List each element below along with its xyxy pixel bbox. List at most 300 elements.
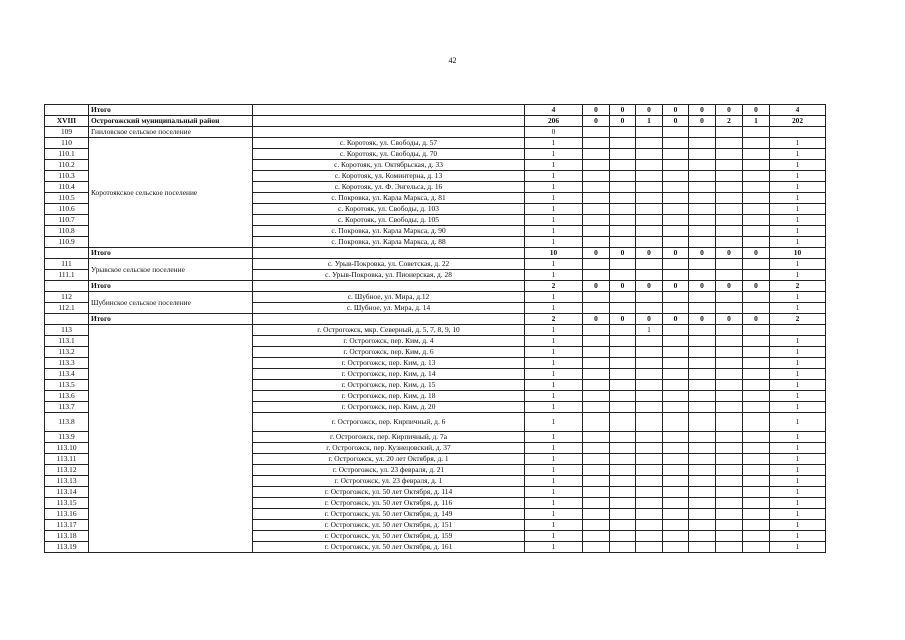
count-cell (743, 347, 770, 358)
count-cell (743, 182, 770, 193)
count-cell (636, 520, 663, 531)
count-cell: 1 (770, 193, 826, 204)
row-label: Итого (89, 248, 253, 259)
count-cell (663, 498, 689, 509)
count-cell: 0 (663, 105, 689, 116)
count-cell (663, 454, 689, 465)
count-cell (610, 149, 636, 160)
total-row (45, 314, 826, 325)
row-label: Острогожский муниципальный район (89, 116, 253, 127)
count-cell: 1 (525, 369, 583, 380)
count-cell (743, 160, 770, 171)
count-cell (610, 465, 636, 476)
count-cell: 0 (663, 248, 689, 259)
address-cell: г. Острогожск, пер. Кирпичный, д. 6 (253, 413, 525, 432)
row-label: Итого (89, 281, 253, 292)
row-number: 110.1 (45, 149, 89, 160)
count-cell (636, 487, 663, 498)
count-cell (583, 138, 610, 149)
count-cell (743, 325, 770, 336)
count-cell (583, 303, 610, 314)
row-number: 113.18 (45, 531, 89, 542)
count-cell (610, 487, 636, 498)
district-row (45, 116, 826, 127)
row-number: 113.1 (45, 336, 89, 347)
count-cell: 0 (663, 116, 689, 127)
count-cell: 1 (525, 325, 583, 336)
count-cell (663, 369, 689, 380)
count-cell (663, 336, 689, 347)
count-cell (610, 336, 636, 347)
count-cell: 1 (525, 226, 583, 237)
count-cell: 0 (525, 127, 583, 138)
count-cell (636, 259, 663, 270)
count-cell (610, 413, 636, 432)
count-cell: 0 (743, 248, 770, 259)
count-cell (583, 259, 610, 270)
address-cell (253, 248, 525, 259)
row-number (45, 105, 89, 116)
count-cell: 0 (636, 248, 663, 259)
row-number: 113.9 (45, 432, 89, 443)
count-cell: 1 (636, 116, 663, 127)
count-cell (663, 215, 689, 226)
count-cell (610, 542, 636, 553)
count-cell (636, 465, 663, 476)
count-cell (743, 391, 770, 402)
address-cell: г. Острогожск, пер. Ким, д. 20 (253, 402, 525, 413)
count-cell: 1 (525, 193, 583, 204)
address-cell: г. Острогожск, ул. 50 лет Октября, д. 114 (253, 487, 525, 498)
row-number: 111 (45, 259, 89, 270)
address-cell (253, 105, 525, 116)
row-number: 113.17 (45, 520, 89, 531)
row-number: 113.13 (45, 476, 89, 487)
count-cell (743, 520, 770, 531)
count-cell: 4 (525, 105, 583, 116)
row-number: 110.8 (45, 226, 89, 237)
count-cell (610, 259, 636, 270)
count-cell: 2 (525, 281, 583, 292)
count-cell (610, 182, 636, 193)
count-cell (743, 487, 770, 498)
count-cell: 1 (770, 454, 826, 465)
count-cell (716, 325, 743, 336)
count-cell: 4 (770, 105, 826, 116)
count-cell (583, 443, 610, 454)
count-cell (689, 402, 716, 413)
count-cell (583, 498, 610, 509)
count-cell (583, 204, 610, 215)
count-cell (583, 149, 610, 160)
count-cell (716, 215, 743, 226)
count-cell (663, 542, 689, 553)
count-cell: 1 (525, 443, 583, 454)
count-cell: 1 (770, 520, 826, 531)
row-number: 113 (45, 325, 89, 336)
count-cell: 0 (689, 116, 716, 127)
count-cell (689, 391, 716, 402)
count-cell (636, 531, 663, 542)
count-cell (743, 171, 770, 182)
row-number: 112.1 (45, 303, 89, 314)
row-number: 113.12 (45, 465, 89, 476)
address-cell (253, 116, 525, 127)
count-cell: 0 (636, 314, 663, 325)
count-cell (689, 542, 716, 553)
count-cell (716, 347, 743, 358)
count-cell (583, 347, 610, 358)
count-cell (610, 369, 636, 380)
count-cell: 202 (770, 116, 826, 127)
count-cell: 0 (663, 281, 689, 292)
count-cell (583, 531, 610, 542)
count-cell (689, 531, 716, 542)
address-cell: г. Острогожск, пер. Кузнецовский, д. 37 (253, 443, 525, 454)
count-cell (689, 171, 716, 182)
count-cell (636, 226, 663, 237)
total-row (45, 281, 826, 292)
count-cell: 1 (636, 325, 663, 336)
count-cell (716, 432, 743, 443)
total-row (45, 248, 826, 259)
count-cell (663, 182, 689, 193)
count-cell: 1 (770, 531, 826, 542)
count-cell (610, 454, 636, 465)
count-cell: 0 (636, 281, 663, 292)
count-cell (743, 215, 770, 226)
address-cell: с. Урыв-Покровка, ул. Советская, д. 22 (253, 259, 525, 270)
row-number: 113.11 (45, 454, 89, 465)
row-number: 110.3 (45, 171, 89, 182)
count-cell (583, 182, 610, 193)
row-label: Итого (89, 105, 253, 116)
count-cell (716, 391, 743, 402)
count-cell (636, 391, 663, 402)
count-cell (610, 226, 636, 237)
count-cell (610, 380, 636, 391)
count-cell: 1 (525, 215, 583, 226)
count-cell (689, 369, 716, 380)
address-cell: г. Острогожск, ул. 50 лет Октября, д. 116 (253, 498, 525, 509)
count-cell (636, 498, 663, 509)
count-cell (610, 215, 636, 226)
count-cell (663, 303, 689, 314)
count-cell (716, 149, 743, 160)
count-cell (583, 542, 610, 553)
count-cell (716, 476, 743, 487)
count-cell (583, 171, 610, 182)
count-cell (716, 413, 743, 432)
count-cell (583, 380, 610, 391)
count-cell (689, 336, 716, 347)
row-number (45, 248, 89, 259)
row-number: 113.2 (45, 347, 89, 358)
address-cell (253, 127, 525, 138)
address-cell: г. Острогожск, ул. 23 февраля, д. 21 (253, 465, 525, 476)
row-number: 112 (45, 292, 89, 303)
count-cell: 1 (525, 402, 583, 413)
count-cell (743, 127, 770, 138)
count-cell (663, 520, 689, 531)
count-cell: 0 (610, 105, 636, 116)
count-cell: 1 (770, 270, 826, 281)
count-cell (663, 487, 689, 498)
row-number: 110.5 (45, 193, 89, 204)
count-cell (689, 259, 716, 270)
count-cell (636, 509, 663, 520)
address-cell: г. Острогожск, мкр. Северный, д. 5, 7, 8, 9, 10 (253, 325, 525, 336)
count-cell: 1 (525, 303, 583, 314)
count-cell: 1 (770, 303, 826, 314)
count-cell: 1 (770, 465, 826, 476)
address-cell: г. Острогожск, пер. Кирпичный, д. 7а (253, 432, 525, 443)
count-cell: 1 (525, 531, 583, 542)
count-cell (689, 358, 716, 369)
count-cell (610, 193, 636, 204)
address-cell: г. Острогожск, пер. Ким, д. 13 (253, 358, 525, 369)
count-cell (610, 443, 636, 454)
count-cell: 1 (743, 116, 770, 127)
count-cell (716, 226, 743, 237)
count-cell (743, 454, 770, 465)
count-cell (770, 127, 826, 138)
count-cell (583, 215, 610, 226)
count-cell (743, 413, 770, 432)
count-cell (636, 127, 663, 138)
count-cell (663, 509, 689, 520)
row-number: 113.5 (45, 380, 89, 391)
count-cell (610, 138, 636, 149)
count-cell: 1 (525, 347, 583, 358)
row-number: XVIII (45, 116, 89, 127)
count-cell (610, 476, 636, 487)
count-cell (583, 476, 610, 487)
row-number: 113.7 (45, 402, 89, 413)
count-cell: 1 (770, 292, 826, 303)
row-number: 113.6 (45, 391, 89, 402)
row-number: 110.2 (45, 160, 89, 171)
count-cell (716, 127, 743, 138)
count-cell (610, 204, 636, 215)
count-cell: 1 (525, 465, 583, 476)
address-cell: с. Коротояк, ул. Ф. Энгельса, д. 16 (253, 182, 525, 193)
count-cell (636, 380, 663, 391)
count-cell (743, 476, 770, 487)
count-cell (689, 149, 716, 160)
count-cell (636, 336, 663, 347)
count-cell (663, 226, 689, 237)
address-cell: с. Коротояк, ул. Свободы, д. 57 (253, 138, 525, 149)
count-cell (689, 160, 716, 171)
count-cell: 1 (770, 138, 826, 149)
object-row (45, 259, 826, 270)
count-cell (663, 204, 689, 215)
count-cell: 1 (525, 432, 583, 443)
settlement-name: Шубинское сельское поселение (89, 292, 253, 314)
count-cell (636, 204, 663, 215)
count-cell (610, 325, 636, 336)
count-cell (663, 531, 689, 542)
count-cell (743, 531, 770, 542)
count-cell (716, 204, 743, 215)
count-cell: 1 (525, 542, 583, 553)
count-cell: 0 (583, 314, 610, 325)
count-cell: 1 (770, 509, 826, 520)
count-cell: 0 (716, 105, 743, 116)
address-cell: с. Покровка, ул. Карла Маркса, д. 88 (253, 237, 525, 248)
row-number: 113.3 (45, 358, 89, 369)
count-cell: 1 (525, 413, 583, 432)
count-cell (689, 487, 716, 498)
count-cell (636, 476, 663, 487)
count-cell (610, 292, 636, 303)
count-cell (610, 171, 636, 182)
count-cell (610, 303, 636, 314)
row-number: 111.1 (45, 270, 89, 281)
count-cell: 1 (770, 476, 826, 487)
address-cell: г. Острогожск, ул. 50 лет Октября, д. 149 (253, 509, 525, 520)
row-number: 110.9 (45, 237, 89, 248)
count-cell (743, 358, 770, 369)
count-cell: 1 (770, 498, 826, 509)
register-body (45, 105, 826, 553)
count-cell: 1 (525, 520, 583, 531)
count-cell (663, 160, 689, 171)
count-cell (663, 127, 689, 138)
count-cell (583, 127, 610, 138)
count-cell (636, 193, 663, 204)
count-cell: 1 (770, 380, 826, 391)
count-cell: 0 (583, 105, 610, 116)
count-cell (636, 402, 663, 413)
count-cell (636, 270, 663, 281)
count-cell: 1 (525, 138, 583, 149)
count-cell: 2 (525, 314, 583, 325)
count-cell: 0 (743, 105, 770, 116)
count-cell (663, 443, 689, 454)
count-cell (636, 347, 663, 358)
count-cell (663, 347, 689, 358)
count-cell (583, 358, 610, 369)
count-cell (716, 443, 743, 454)
row-number: 110.6 (45, 204, 89, 215)
count-cell (743, 259, 770, 270)
count-cell: 1 (770, 443, 826, 454)
count-cell: 1 (525, 171, 583, 182)
count-cell (716, 193, 743, 204)
address-cell: с. Урыв-Покровка, ул. Пионерская, д. 28 (253, 270, 525, 281)
count-cell: 0 (610, 248, 636, 259)
count-cell (743, 292, 770, 303)
count-cell (716, 509, 743, 520)
address-cell: с. Коротояк, ул. Свободы, д. 70 (253, 149, 525, 160)
row-number: 113.16 (45, 509, 89, 520)
count-cell (743, 226, 770, 237)
count-cell (583, 432, 610, 443)
total-row (45, 105, 826, 116)
count-cell (689, 413, 716, 432)
count-cell: 0 (716, 314, 743, 325)
count-cell (743, 380, 770, 391)
count-cell: 1 (770, 369, 826, 380)
count-cell (689, 292, 716, 303)
address-cell: г. Острогожск, пер. Ким, д. 6 (253, 347, 525, 358)
count-cell (716, 182, 743, 193)
count-cell (689, 476, 716, 487)
row-number: 113.14 (45, 487, 89, 498)
count-cell: 0 (583, 281, 610, 292)
count-cell (636, 303, 663, 314)
count-cell (689, 270, 716, 281)
count-cell (663, 358, 689, 369)
count-cell: 1 (525, 270, 583, 281)
count-cell (610, 270, 636, 281)
count-cell (716, 303, 743, 314)
count-cell (716, 358, 743, 369)
count-cell (743, 138, 770, 149)
count-cell (610, 531, 636, 542)
address-cell: г. Острогожск, пер. Ким, д. 18 (253, 391, 525, 402)
count-cell (743, 432, 770, 443)
count-cell (663, 270, 689, 281)
address-cell: с. Коротояк, ул. Свободы, д. 105 (253, 215, 525, 226)
count-cell (636, 358, 663, 369)
count-cell (663, 465, 689, 476)
count-cell (583, 270, 610, 281)
count-cell (610, 160, 636, 171)
count-cell (716, 487, 743, 498)
count-cell (663, 259, 689, 270)
count-cell (743, 509, 770, 520)
count-cell (610, 498, 636, 509)
address-cell: г. Острогожск, пер. Ким, д. 14 (253, 369, 525, 380)
count-cell (583, 487, 610, 498)
count-cell: 0 (610, 116, 636, 127)
count-cell: 1 (525, 476, 583, 487)
row-number: 113.8 (45, 413, 89, 432)
count-cell (689, 498, 716, 509)
count-cell: 1 (525, 498, 583, 509)
count-cell: 1 (770, 160, 826, 171)
count-cell: 1 (770, 347, 826, 358)
count-cell (743, 542, 770, 553)
count-cell (689, 443, 716, 454)
row-label: Гниловское сельское поселение (89, 127, 253, 138)
count-cell (716, 402, 743, 413)
count-cell: 1 (525, 454, 583, 465)
count-cell (663, 432, 689, 443)
count-cell (610, 358, 636, 369)
count-cell (689, 454, 716, 465)
count-cell (663, 149, 689, 160)
count-cell (583, 465, 610, 476)
count-cell (689, 509, 716, 520)
count-cell (583, 391, 610, 402)
count-cell (689, 193, 716, 204)
count-cell: 1 (770, 391, 826, 402)
settlement-name: Коротоякское сельское поселение (89, 138, 253, 248)
count-cell (716, 380, 743, 391)
count-cell (743, 149, 770, 160)
count-cell (716, 171, 743, 182)
count-cell (716, 259, 743, 270)
count-cell (716, 292, 743, 303)
row-label: Итого (89, 314, 253, 325)
address-cell: с. Покровка, ул. Карла Маркса, д. 81 (253, 193, 525, 204)
count-cell: 0 (689, 314, 716, 325)
count-cell (636, 542, 663, 553)
